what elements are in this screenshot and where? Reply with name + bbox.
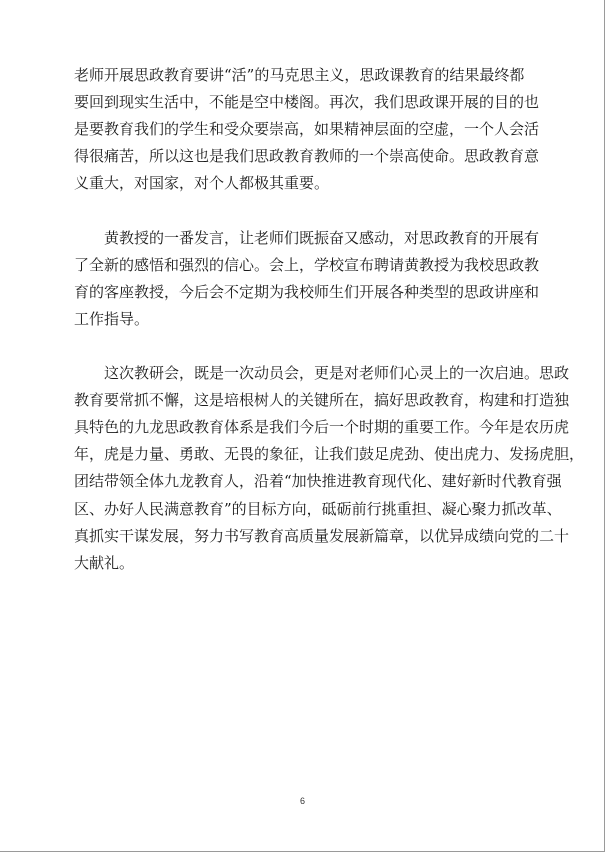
text-line: 区、办好人民满意教育”的目标方向，砥砺前行挑重担、凝心聚力抓改革、 bbox=[74, 499, 562, 518]
paragraph-spacing bbox=[74, 197, 554, 224]
text-line: 了全新的感悟和强烈的信心。会上，学校宣布聘请黄教授为我校思政教 bbox=[74, 255, 540, 274]
paragraph bbox=[74, 225, 554, 333]
paragraph bbox=[74, 360, 585, 577]
text-line: 工作指导。 bbox=[74, 309, 150, 328]
paragraph-spacing bbox=[74, 333, 554, 360]
text-line: 育的客座教授，今后会不定期为我校师生们开展各种类型的思政讲座和 bbox=[74, 282, 540, 301]
text-line: 义重大，对国家，对个人都极其重要。 bbox=[74, 174, 330, 193]
text-line: 老师开展思政教育要讲“活”的马克思主义，思政课教育的结果最终都 bbox=[74, 66, 525, 84]
page-number: 6 bbox=[299, 796, 305, 806]
text-line: 黄教授的一番发言，让老师们既振奋又感动，对思政教育的开展有 bbox=[104, 228, 540, 247]
text-line: 团结带领全体九龙教育人，沿着“加快推进教育现代化、建好新时代教育强 bbox=[74, 472, 562, 491]
body-text bbox=[74, 62, 585, 577]
text-line: 是要教育我们的学生和受众要崇高，如果精神层面的空虚，一个人会活 bbox=[74, 120, 540, 139]
text-line: 得很痛苦，所以这也是我们思政教育教师的一个崇高使命。思政教育意 bbox=[74, 147, 540, 166]
text-line: 具特色的九龙思政教育体系是我们今后一个时期的重要工作。今年是农历虎 bbox=[74, 418, 570, 437]
text-line: 年，虎是力量、勇敢、无畏的象征，让我们鼓足虎劲、使出虎力、发扬虎胆， bbox=[74, 445, 585, 464]
paragraph bbox=[74, 62, 554, 197]
text-line: 教育要常抓不懈，这是培根树人的关键所在，搞好思政教育，构建和打造独 bbox=[74, 391, 570, 410]
text-line: 这次教研会，既是一次动员会，更是对老师们心灵上的一次启迪。思政 bbox=[104, 364, 570, 383]
text-line: 大献礼。 bbox=[74, 553, 135, 572]
text-line: 真抓实干谋发展，努力书写教育高质量发展新篇章，以优异成绩向党的二十 bbox=[74, 526, 570, 545]
text-line: 要回到现实生活中，不能是空中楼阁。再次，我们思政课开展的目的也 bbox=[74, 93, 540, 112]
